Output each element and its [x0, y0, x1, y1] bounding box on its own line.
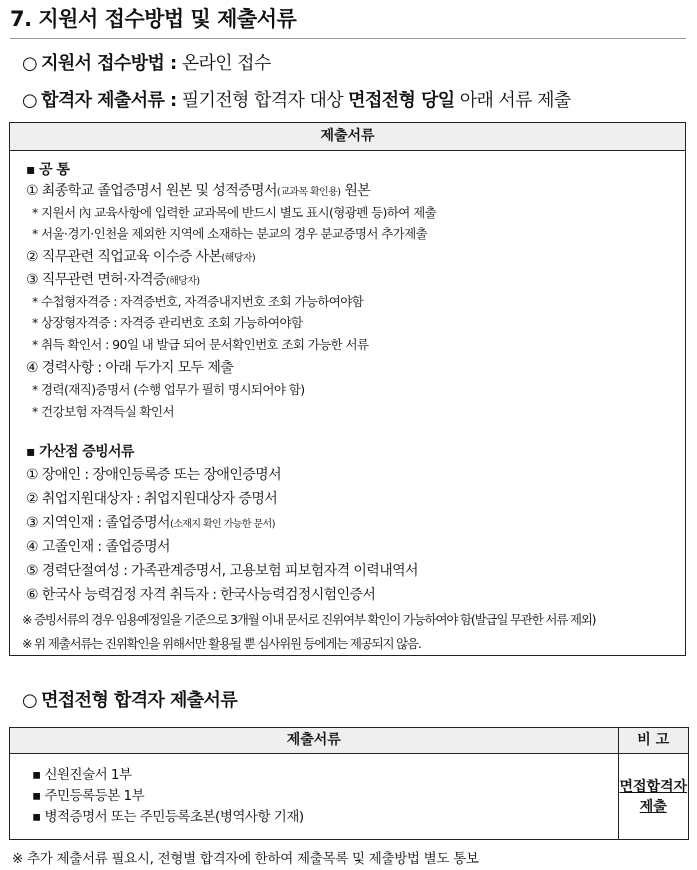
list-item: * 경력(재직)증명서 (수행 업무가 필히 명시되어야 함) — [32, 382, 305, 397]
title-divider — [10, 38, 686, 39]
submission-emphasis: 면접전형 당일 — [348, 90, 455, 111]
application-method-line — [22, 52, 271, 76]
footnote: ※ 추가 제출서류 필요시, 전형별 합격자에 한하여 제출목록 및 제출방법 별도 통보 — [12, 851, 479, 867]
submission-docs-line — [22, 89, 571, 113]
interview-docs-label: 면접전형 합격자 제출서류 — [41, 690, 238, 711]
remark-cell — [618, 754, 688, 840]
list-item: ④ 경력사항 : 아래 두가지 모두 제출 — [26, 360, 234, 376]
submission-docs-header: 제출서류 — [10, 123, 685, 151]
submission-docs-table — [9, 122, 686, 656]
submission-docs-label: 합격자 제출서류 : — [41, 90, 177, 111]
list-item: * 지원서 內 교육사항에 입력한 교과목에 반드시 별도 표시(형광펜 등)하여 제출 — [32, 205, 437, 220]
list-item: ⑥ 한국사 능력검정 자격 취득자 : 한국사능력검정시험인증서 — [26, 587, 376, 603]
list-item: ▪ 주민등록등본 1부 — [32, 788, 145, 804]
list-item: ④ 고졸인재 : 졸업증명서 — [26, 539, 170, 555]
list-item: ⑤ 경력단절여성 : 가족관계증명서, 고용보험 피보험자격 이력내역서 — [26, 563, 418, 579]
list-item: * 상장형자격증 : 자격증 관리번호 조회 가능하여야함 — [32, 315, 303, 330]
remark-line-1: 면접합격자 — [619, 778, 688, 795]
submission-text-1: 필기전형 합격자 대상 — [181, 90, 344, 111]
list-item: ② 직무관련 직업교육 이수증 사본(해당자) — [26, 249, 256, 265]
application-method-label: 지원서 접수방법 : — [41, 53, 177, 74]
common-section-title: ▪ 공 통 — [26, 162, 70, 178]
interview-docs-line — [22, 689, 237, 713]
docs-column-header: 제출서류 — [10, 728, 618, 754]
list-item: * 건강보험 자격득실 확인서 — [32, 404, 174, 419]
remark-line-2: 제출 — [639, 798, 667, 815]
note-usage: ※ 위 제출서류는 진위확인을 위해서만 활용될 뿐 심사위원 등에게는 제공되지 않음. — [22, 636, 421, 651]
circle-marker-icon: ○ — [22, 90, 38, 111]
note-verification: ※ 증빙서류의 경우 임용예정일을 기준으로 3개월 이내 문서로 진위여부 확인이 가능하여야 함(발급일 무관한 서류 제외) — [22, 612, 596, 627]
list-item: ① 장애인 : 장애인등록증 또는 장애인증명서 — [26, 467, 282, 483]
circle-marker-icon: ○ — [22, 690, 38, 711]
list-item: ▪ 신원진술서 1부 — [32, 767, 132, 783]
circle-marker-icon: ○ — [22, 53, 38, 74]
interview-docs-cell — [10, 754, 618, 840]
interview-docs-grid — [10, 728, 688, 839]
list-item: * 취득 확인서 : 90일 내 발급 되어 문서확인번호 조회 가능한 서류 — [32, 337, 369, 352]
remark-column-header: 비 고 — [618, 728, 688, 754]
list-item: ③ 지역인재 : 졸업증명서(소재지 확인 가능한 문서) — [26, 515, 275, 531]
submission-text-2: 아래 서류 제출 — [459, 90, 571, 111]
page-title: 7. 지원서 접수방법 및 제출서류 — [10, 7, 297, 31]
list-item: * 수첩형자격증 : 자격증번호, 자격증내지번호 조회 가능하여야함 — [32, 294, 364, 309]
list-item: ② 취업지원대상자 : 취업지원대상자 증명서 — [26, 491, 278, 507]
list-item: ① 최종학교 졸업증명서 원본 및 성적증명서(교과목 확인용) 원본 — [26, 183, 371, 199]
interview-docs-table — [9, 727, 689, 840]
list-item: ▪ 병적증명서 또는 주민등록초본(병역사항 기재) — [32, 809, 304, 825]
application-method-value: 온라인 접수 — [181, 53, 271, 74]
bonus-section-title: ▪ 가산점 증빙서류 — [26, 444, 134, 460]
list-item: ③ 직무관련 면허·자격증(해당자) — [26, 272, 200, 288]
list-item: * 서울·경기·인천을 제외한 지역에 소재하는 분교의 경우 분교증명서 추가제출 — [32, 226, 428, 241]
